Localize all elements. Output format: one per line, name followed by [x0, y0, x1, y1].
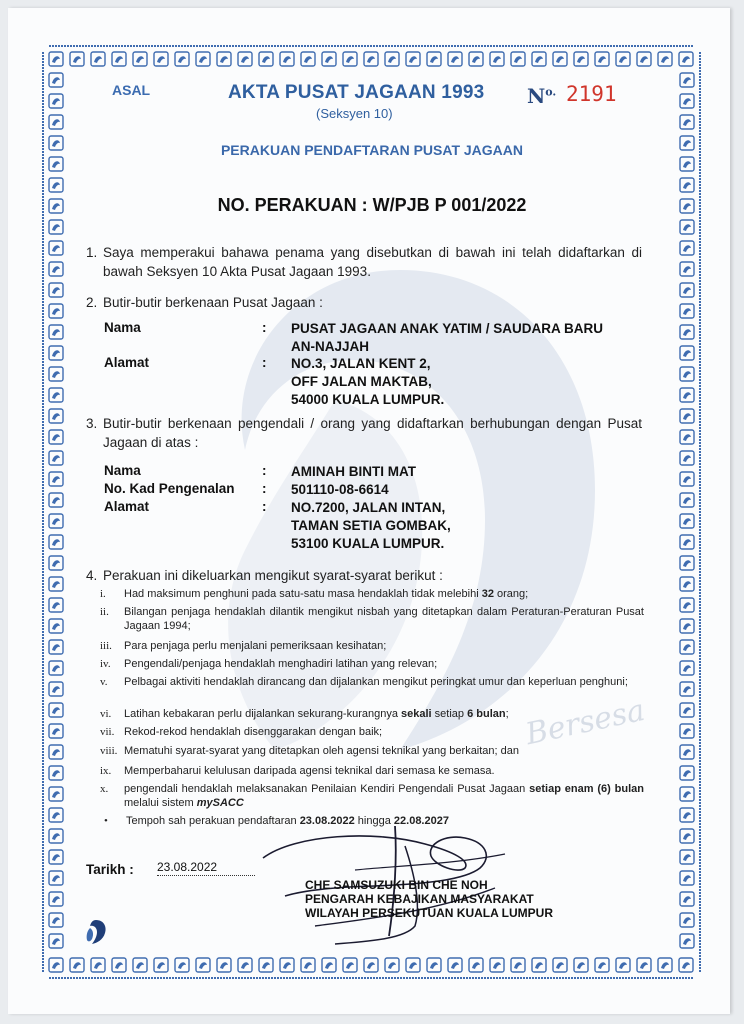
address-line: NO.7200, JALAN INTAN,	[291, 500, 446, 515]
operator-name: AMINAH BINTI MAT	[291, 464, 416, 479]
border-tile-icon	[680, 115, 694, 129]
border-tile-icon	[680, 493, 694, 507]
paragraph-text: Butir-butir berkenaan Pusat Jagaan :	[103, 295, 323, 310]
border-tile-icon	[679, 52, 693, 66]
colon: :	[262, 481, 267, 496]
border-tile-icon	[680, 262, 694, 276]
operator-ic: 501110-08-6614	[291, 482, 389, 497]
border-tile-icon	[91, 958, 105, 972]
border-tile-icon	[406, 958, 420, 972]
border-tile-icon	[49, 409, 63, 423]
border-tile-icon	[49, 304, 63, 318]
colon: :	[262, 463, 267, 478]
address-line: 54000 KUALA LUMPUR.	[291, 392, 445, 407]
border-tile-icon	[680, 220, 694, 234]
border-tile-icon	[280, 958, 294, 972]
border-tile-icon	[637, 958, 651, 972]
department-logo-icon	[84, 918, 108, 946]
border-tile-icon	[49, 850, 63, 864]
paragraph-3	[86, 414, 642, 452]
border-tile-icon	[679, 958, 693, 972]
border-tile-icon	[680, 892, 694, 906]
border-tile-icon	[49, 892, 63, 906]
border-tile-icon	[680, 724, 694, 738]
border-tile-icon	[259, 958, 273, 972]
border-tile-icon	[49, 157, 63, 171]
condition-text: Had maksimum penghuni pada satu-satu masa hendaklah tidak melebihi	[124, 588, 482, 600]
border-tile-icon	[238, 52, 252, 66]
condition-item	[100, 707, 644, 721]
condition-item	[100, 657, 644, 671]
signatory-region: WILAYAH PERSEKUTUAN KUALA LUMPUR	[305, 906, 554, 920]
border-tile-icon	[49, 934, 63, 948]
border-tile-icon	[490, 958, 504, 972]
condition-item	[100, 605, 644, 633]
border-tile-icon	[49, 514, 63, 528]
border-tile-icon	[680, 556, 694, 570]
condition-numeral: iii.	[100, 640, 112, 652]
condition-emphasis: setiap enam (6) bulan	[529, 783, 644, 795]
border-tile-icon	[49, 220, 63, 234]
condition-numeral: vii.	[100, 726, 115, 738]
border-tile-icon	[680, 787, 694, 801]
border-tile-icon	[49, 577, 63, 591]
condition-emphasis: 32	[481, 588, 494, 600]
condition-item	[100, 587, 644, 601]
border-tile-icon	[680, 367, 694, 381]
centre-name-line: AN-NAJJAH	[291, 339, 370, 354]
border-tile-icon	[658, 52, 672, 66]
border-tile-icon	[490, 52, 504, 66]
paragraph-1	[86, 243, 642, 281]
border-tile-icon	[469, 52, 483, 66]
condition-text: pengendali hendaklah melaksanakan Penilaian Kendiri Pengendali Pusat Jagaan	[124, 783, 530, 795]
condition-numeral: x.	[100, 783, 109, 795]
border-tile-icon	[680, 325, 694, 339]
border-tile-icon	[680, 472, 694, 486]
serial-no-label: $N^{o.}$	[527, 84, 557, 108]
border-tile-icon	[680, 934, 694, 948]
border-tile-icon	[175, 52, 189, 66]
border-tile-icon	[49, 661, 63, 675]
border-tile-icon	[680, 619, 694, 633]
border-tile-icon	[238, 958, 252, 972]
condition-numeral: ix.	[100, 765, 112, 777]
signatory-title: PENGARAH KEBAJIKAN MASYARAKAT	[305, 892, 534, 906]
border-tile-icon	[91, 52, 105, 66]
paragraph-number: 3.	[86, 416, 98, 431]
address-line: NO.3, JALAN KENT 2,	[291, 356, 431, 371]
border-tile-icon	[70, 958, 84, 972]
border-tile-icon	[680, 73, 694, 87]
paragraph-number: 4.	[86, 568, 98, 583]
border-tile-icon	[49, 430, 63, 444]
border-tile-icon	[680, 682, 694, 696]
border-tile-icon	[49, 556, 63, 570]
border-tile-icon	[49, 787, 63, 801]
border-tile-icon	[112, 52, 126, 66]
border-tile-icon	[427, 52, 441, 66]
border-tile-icon	[427, 958, 441, 972]
asal-label: ASAL	[112, 82, 151, 98]
border-tile-icon	[680, 766, 694, 780]
border-tile-icon	[49, 724, 63, 738]
border-tile-icon	[364, 52, 378, 66]
condition-numeral: i.	[100, 588, 106, 600]
border-tile-icon	[532, 958, 546, 972]
operator-name-label: Nama	[104, 463, 141, 478]
border-tile-icon	[680, 430, 694, 444]
paragraph-text: Perakuan ini dikeluarkan mengikut syarat-syarat berikut :	[103, 568, 443, 583]
border-tile-icon	[196, 958, 210, 972]
condition-text: ;	[505, 708, 509, 720]
bullet: •	[104, 815, 108, 827]
address-line: OFF JALAN MAKTAB,	[291, 374, 432, 389]
border-tile-icon	[448, 52, 462, 66]
operator-address	[291, 499, 451, 553]
border-tile-icon	[280, 52, 294, 66]
border-tile-icon	[680, 703, 694, 717]
paragraph-text: Butir-butir berkenaan pengendali / orang yang didaftarkan berhubungan dengan Pusat Jagaan di atas :	[103, 416, 642, 450]
border-tile-icon	[680, 451, 694, 465]
border-tile-icon	[406, 52, 420, 66]
border-tile-icon	[49, 451, 63, 465]
border-tile-icon	[49, 283, 63, 297]
condition-numeral: viii.	[100, 745, 118, 757]
border-tile-icon	[680, 178, 694, 192]
border-tile-icon	[343, 958, 357, 972]
border-tile-icon	[385, 52, 399, 66]
validity-to: 22.08.2027	[393, 815, 449, 827]
border-tile-icon	[680, 514, 694, 528]
border-tile-icon	[680, 850, 694, 864]
condition-text: Rekod-rekod hendaklah disenggarakan dengan baik;	[124, 726, 383, 738]
border-tile-icon	[49, 808, 63, 822]
condition-numeral: vi.	[100, 708, 112, 720]
border-tile-icon	[343, 52, 357, 66]
paragraph-2	[86, 293, 642, 312]
border-tile-icon	[322, 52, 336, 66]
border-tile-icon	[680, 535, 694, 549]
border-tile-icon	[574, 52, 588, 66]
condition-item	[100, 639, 644, 653]
watermark-text: Bersesa	[522, 692, 648, 753]
border-tile-icon	[680, 913, 694, 927]
border-tile-icon	[154, 52, 168, 66]
border-tile-icon	[553, 958, 567, 972]
border-tile-icon	[385, 958, 399, 972]
border-tile-icon	[595, 958, 609, 972]
border-tile-icon	[49, 367, 63, 381]
border-tile-icon	[175, 958, 189, 972]
colon: :	[262, 499, 267, 514]
border-tile-icon	[680, 661, 694, 675]
border-tile-icon	[49, 388, 63, 402]
border-tile-icon	[301, 958, 315, 972]
condition-numeral: ii.	[100, 606, 109, 618]
centre-address	[291, 355, 444, 409]
condition-emphasis: 6 bulan	[467, 708, 506, 720]
condition-item	[100, 764, 644, 778]
border-tile-icon	[49, 241, 63, 255]
border-tile-icon	[616, 958, 630, 972]
border-tile-icon	[680, 829, 694, 843]
border-tile-icon	[532, 52, 546, 66]
border-tile-icon	[49, 598, 63, 612]
border-tile-icon	[680, 598, 694, 612]
border-tile-icon	[49, 262, 63, 276]
border-tile-icon	[49, 619, 63, 633]
border-tile-icon	[49, 346, 63, 360]
border-tile-icon	[680, 241, 694, 255]
signatory-name: CHE SAMSUZUKI BIN CHE NOH	[305, 878, 488, 892]
condition-item	[100, 675, 644, 689]
border-tile-icon	[49, 958, 63, 972]
condition-emphasis: sekali	[401, 708, 432, 720]
condition-numeral: iv.	[100, 658, 111, 670]
border-tile-icon	[196, 52, 210, 66]
border-tile-icon	[70, 52, 84, 66]
certificate-heading: PERAKUAN PENDAFTARAN PUSAT JAGAAN	[220, 142, 524, 158]
operator-ic-label: No. Kad Pengenalan	[104, 481, 235, 496]
colon: :	[262, 320, 267, 335]
paragraph-number: 1.	[86, 245, 98, 260]
border-tile-icon	[595, 52, 609, 66]
centre-name	[291, 320, 603, 356]
condition-item	[100, 782, 644, 810]
border-tile-icon	[133, 958, 147, 972]
border-tile-icon	[301, 52, 315, 66]
condition-text: orang;	[493, 588, 529, 600]
address-line: 53100 KUALA LUMPUR.	[291, 536, 445, 551]
border-tile-icon	[49, 682, 63, 696]
border-tile-icon	[49, 766, 63, 780]
address-line: TAMAN SETIA GOMBAK,	[291, 518, 451, 533]
border-tile-icon	[49, 94, 63, 108]
colon: :	[262, 355, 267, 370]
border-tile-icon	[112, 958, 126, 972]
border-tile-icon	[49, 640, 63, 654]
border-tile-icon	[680, 871, 694, 885]
validity-text: Tempoh sah perakuan pendaftaran	[126, 815, 300, 827]
border-tile-icon	[448, 958, 462, 972]
date-value: 23.08.2022	[157, 860, 255, 876]
date-label: Tarikh :	[86, 862, 134, 877]
border-tile-icon	[680, 388, 694, 402]
centre-name-line: PUSAT JAGAAN ANAK YATIM / SAUDARA BARU	[291, 321, 604, 336]
border-tile-icon	[680, 808, 694, 822]
border-tile-icon	[680, 94, 694, 108]
condition-text: melalui sistem	[124, 797, 197, 809]
centre-name-label: Nama	[104, 320, 141, 335]
border-tile-icon	[49, 703, 63, 717]
border-tile-icon	[680, 409, 694, 423]
border-tile-icon	[680, 745, 694, 759]
border-tile-icon	[217, 52, 231, 66]
border-tile-icon	[154, 958, 168, 972]
border-tile-icon	[49, 52, 63, 66]
border-tile-icon	[217, 958, 231, 972]
border-tile-icon	[49, 745, 63, 759]
border-tile-icon	[49, 325, 63, 339]
certificate-number: NO. PERAKUAN : W/PJB P 001/2022	[217, 195, 527, 215]
border-tile-icon	[553, 52, 567, 66]
border-tile-icon	[49, 178, 63, 192]
operator-address-label: Alamat	[104, 499, 150, 514]
border-tile-icon	[49, 493, 63, 507]
border-tile-icon	[658, 958, 672, 972]
act-subtitle: (Seksyen 10)	[316, 106, 393, 121]
border-tile-icon	[680, 346, 694, 360]
centre-address-label: Alamat	[104, 355, 150, 370]
border-tile-icon	[259, 52, 273, 66]
border-tile-icon	[680, 577, 694, 591]
border-tile-icon	[49, 472, 63, 486]
condition-emphasis: mySACC	[196, 797, 244, 809]
border-tile-icon	[49, 115, 63, 129]
border-tile-icon	[49, 871, 63, 885]
condition-item	[100, 725, 644, 739]
validity-from: 23.08.2022	[299, 815, 355, 827]
condition-text: Para penjaga perlu menjalani pemeriksaan kesihatan;	[124, 640, 387, 652]
border-tile-icon	[511, 958, 525, 972]
border-tile-icon	[133, 52, 147, 66]
border-tile-icon	[574, 958, 588, 972]
border-tile-icon	[637, 52, 651, 66]
condition-text: Mematuhi syarat-syarat yang ditetapkan oleh agensi teknikal yang berkaitan; dan	[124, 745, 520, 757]
border-tile-icon	[364, 958, 378, 972]
condition-text: Memperbaharui kelulusan daripada agensi teknikal dari semasa ke semasa.	[124, 765, 495, 777]
paragraph-4	[86, 566, 642, 585]
condition-numeral: v.	[100, 676, 108, 688]
validity-text: hingga	[354, 815, 394, 827]
border-tile-icon	[49, 913, 63, 927]
condition-item	[100, 744, 644, 758]
border-tile-icon	[322, 958, 336, 972]
border-tile-icon	[511, 52, 525, 66]
act-title: AKTA PUSAT JAGAAN 1993	[228, 82, 485, 103]
border-tile-icon	[49, 73, 63, 87]
paragraph-number: 2.	[86, 295, 98, 310]
condition-text: Pengendali/penjaga hendaklah menghadiri latihan yang relevan;	[124, 658, 438, 670]
serial-number: 2191	[566, 82, 617, 106]
border-tile-icon	[680, 157, 694, 171]
condition-text: setiap	[431, 708, 468, 720]
border-tile-icon	[49, 829, 63, 843]
condition-text: Pelbagai aktiviti hendaklah dirancang dan dijalankan mengikut peringkat umur dan keperluan penghuni;	[124, 676, 628, 688]
border-tile-icon	[680, 640, 694, 654]
border-tile-icon	[616, 52, 630, 66]
border-tile-icon	[49, 535, 63, 549]
border-tile-icon	[680, 283, 694, 297]
border-tile-icon	[469, 958, 483, 972]
paragraph-text: Saya memperakui bahawa penama yang disebutkan di bawah ini telah didaftarkan di bawah Seksyen 10 Akta Pusat Jagaan 1993.	[103, 245, 642, 279]
border-tile-icon	[680, 304, 694, 318]
condition-text: Latihan kebakaran perlu dijalankan sekurang-kurangnya	[124, 708, 402, 720]
condition-text: Bilangan penjaga hendaklah dilantik mengikut nisbah yang ditetapkan dalam Peraturan-Peraturan Pusat Jagaan 1994;	[124, 606, 644, 632]
